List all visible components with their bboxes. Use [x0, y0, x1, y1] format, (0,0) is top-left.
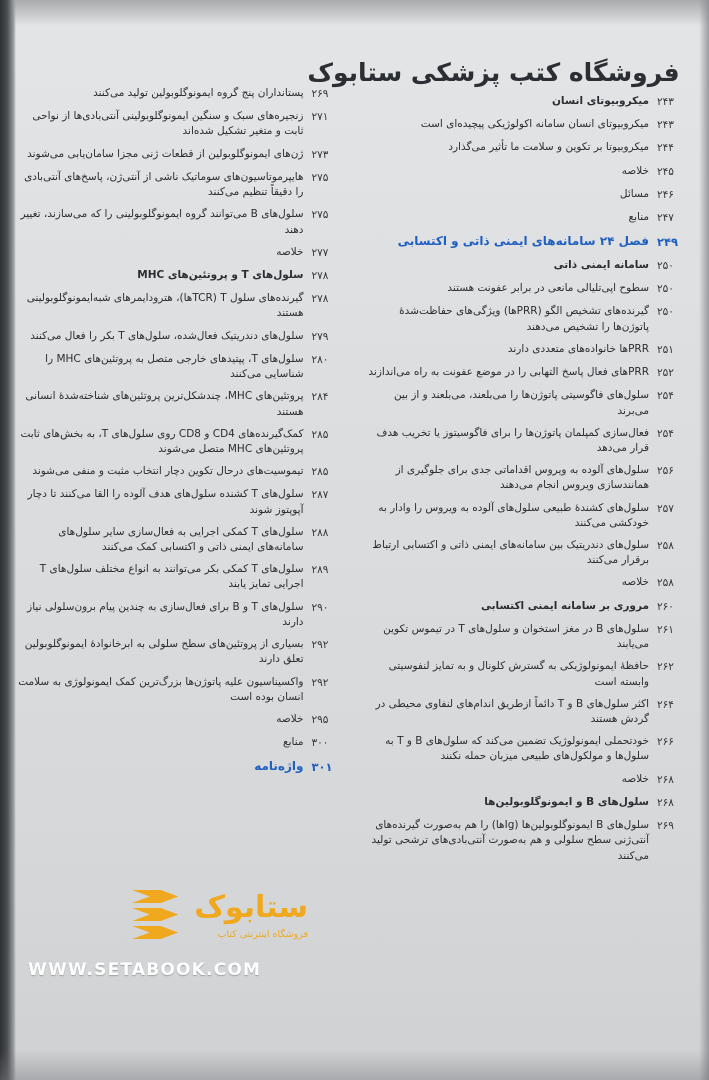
toc-entry-label: سلول‌های T کمکی بکر می‌توانند به انواع مختلف سلول‌های T اجرایی تمایز یابند [39, 563, 304, 591]
toc-page-number: ۲۶۱ [657, 623, 674, 636]
toc-entry[interactable] [18, 758, 350, 776]
toc-page-number: ۲۹۵ [311, 714, 329, 726]
toc-entry-label: خلاصه [621, 164, 649, 177]
toc-entry[interactable] [364, 258, 696, 274]
toc-page-number: ۲۶۴ [657, 698, 674, 711]
toc-entry[interactable] [364, 140, 696, 156]
toc-page-number: ۲۴۳ [657, 119, 674, 132]
toc-entry[interactable] [364, 117, 696, 133]
toc-entry[interactable] [18, 637, 350, 667]
toc-column-left [18, 86, 350, 1010]
toc-entry[interactable] [18, 170, 350, 200]
toc-page-number: ۲۵۷ [657, 502, 674, 515]
toc-page-number: ۳۰۰ [311, 737, 329, 750]
toc-page-number: ۲۶۰ [657, 600, 674, 613]
toc-entry-label: واژه‌نامه [254, 759, 304, 774]
toc-entry-label: خلاصه [276, 245, 304, 258]
toc-entry[interactable] [18, 245, 350, 261]
toc-entry[interactable] [364, 622, 696, 652]
toc-page-number: ۲۸۷ [311, 489, 329, 502]
toc-entry[interactable] [364, 94, 696, 110]
toc-entry[interactable] [364, 281, 696, 297]
toc-entry[interactable] [364, 164, 696, 180]
toc-entry[interactable] [364, 233, 696, 251]
page-top-shadow [0, 0, 709, 26]
toc-page-number: ۲۷۵ [311, 171, 329, 184]
toc-entry[interactable] [18, 109, 350, 139]
toc-entry-label: سلول‌های دندریتیک فعال‌شده، سلول‌های T بکر را فعال می‌کنند [30, 329, 304, 342]
toc-entry-label: مروری بر سامانه ایمنی اکتسابی [480, 599, 649, 612]
toc-page-number: ۲۴۳ [657, 96, 674, 108]
toc-entry-label: منابع [628, 211, 649, 224]
toc-page-number: ۲۵۸ [657, 540, 674, 553]
toc-page-number: ۲۶۸ [657, 796, 674, 809]
toc-entry-label: سلول‌های B و ایمونوگلوبولین‌ها [484, 795, 649, 808]
page-edge-shadow [699, 0, 709, 1080]
toc-entry-label: خودتحملی ایمونولوژیک تضمین می‌کند که سلول‌های B و T به سلول‌ها و مولکول‌های طبیعی میزبان حمله نکنند [385, 735, 649, 763]
toc-entry[interactable] [18, 389, 350, 419]
toc-entry[interactable] [18, 86, 350, 102]
toc-entry-label: پستانداران پنج گروه ایمونوگلوبولین تولید می‌کنند [93, 87, 304, 99]
toc-page-number: ۲۸۸ [311, 526, 329, 539]
book-gutter-shadow [0, 0, 16, 1080]
toc-entry-label: میکروبیوتای انسان سامانه اکولوژیکی پیچیده‌ای است [420, 118, 649, 131]
toc-page-number: ۲۹۲ [311, 676, 329, 689]
toc-page-number: ۲۷۳ [311, 148, 329, 161]
toc-entry[interactable] [18, 675, 350, 705]
toc-page-number: ۲۵۴ [657, 390, 674, 403]
toc-entry-label: سلول‌های B می‌توانند گروه ایمونوگلوبولینی را که می‌سازند، تغییر دهند [20, 208, 304, 236]
toc-page-number: ۲۴۶ [657, 188, 674, 201]
toc-page-number: ۲۴۷ [657, 212, 674, 225]
toc-entry-label: سلول‌های کشندهٔ طبیعی سلول‌های آلوده به ویروس را وادار به خودکشی می‌کنند [378, 501, 649, 529]
toc-entry[interactable] [364, 342, 696, 358]
toc-page-number: ۲۵۲ [657, 367, 674, 380]
toc-page-number: ۲۵۴ [657, 427, 674, 440]
toc-entry-label: فصل ۲۴ سامانه‌های ایمنی ذاتی و اکتسابی [397, 234, 649, 249]
logo-text [194, 889, 308, 940]
toc-entry-label: خلاصه [621, 772, 649, 785]
toc-page-number: ۲۴۵ [657, 165, 674, 178]
toc-entry-label: PRRها خانواده‌های متعددی دارند [507, 342, 649, 355]
toc-entry-label: سطوح اپی‌تلیالی مانعی در برابر عفونت هستند [447, 282, 649, 295]
toc-page-number: ۲۴۴ [657, 142, 674, 155]
toc-page-number: ۲۸۵ [311, 428, 329, 441]
toc-page-number: ۲۵۰ [657, 306, 674, 319]
toc-entry-label: تیموسیت‌های درحال تکوین دچار انتخاب مثبت و منفی می‌شوند [32, 465, 304, 478]
toc-entry-label: PRRهای فعال پاسخ التهابی را در موضع عفونت به راه می‌اندازند [368, 366, 649, 379]
toc-entry-label: سلول‌های T و B برای فعال‌سازی به چندین پیام برون‌سلولی نیاز دارند [27, 600, 304, 628]
watermark-url: WWW.SETABOOK.COM [28, 960, 262, 980]
toc-entry-label: کمک‌گیرنده‌های CD4 و CD8 روی سلول‌های T، به بخش‌های ثابت پروتئین‌های MHC متصل می‌شوند [20, 427, 304, 455]
toc-entry-label: سامانه ایمنی ذاتی [553, 258, 649, 271]
toc-entry[interactable] [18, 712, 350, 728]
toc-entry-label: واکسیناسیون علیه پاتوژن‌ها بزرگ‌ترین کمک ایمونولوژی به سلامت انسان بوده است [18, 675, 304, 703]
toc-entry[interactable] [18, 464, 350, 480]
logo-row [28, 888, 308, 944]
toc-entry[interactable] [18, 600, 350, 630]
toc-page-number: ۲۶۶ [657, 736, 674, 749]
toc-entry[interactable] [18, 487, 350, 517]
toc-entry-label: منابع [282, 736, 304, 749]
toc-entry[interactable] [364, 187, 696, 203]
toc-entry[interactable] [18, 207, 350, 237]
toc-page-number: ۳۰۱ [311, 760, 333, 775]
toc-page-number: ۲۷۱ [311, 111, 329, 124]
toc-entry-label: فعال‌سازی کمپلمان پاتوژن‌ها را برای فاگوسیتوز یا تخریب هدف قرار می‌دهد [376, 426, 649, 454]
toc-entry-label: پروتئین‌های MHC، چندشکل‌ترین پروتئین‌های شناخته‌شدهٔ انسانی هستند [25, 390, 304, 418]
toc-entry[interactable] [18, 329, 350, 345]
toc-entry-label: گیرنده‌های تشخیص الگو (PRRها) ویژگی‌های حفاظت‌شدهٔ پاتوژن‌ها را تشخیص می‌دهند [399, 305, 649, 333]
toc-entry[interactable] [18, 291, 350, 321]
toc-page-number: ۲۹۰ [311, 601, 329, 614]
toc-entry[interactable] [18, 735, 350, 751]
watermark-store-title: فروشگاه کتب پزشکی ستابوک [307, 58, 680, 87]
toc-page-number: ۲۷۵ [311, 209, 329, 222]
toc-entry[interactable] [364, 365, 696, 381]
toc-entry[interactable] [364, 659, 696, 689]
toc-entry[interactable] [364, 210, 696, 226]
toc-entry[interactable] [364, 463, 696, 493]
toc-entry[interactable] [18, 147, 350, 163]
toc-entry-label: سلول‌های T کمکی اجرایی به فعال‌سازی سایر سلول‌های سامانه‌های ایمنی ذاتی و اکتسابی کمک می‌کنند [58, 525, 304, 554]
toc-page-number: ۲۵۰ [657, 283, 674, 296]
toc-page-number: ۲۸۰ [311, 353, 329, 366]
logo-brand-word: ستابوک [194, 889, 308, 925]
toc-page-number: ۲۵۱ [657, 343, 674, 356]
toc-columns [18, 86, 695, 1010]
toc-page-number: ۲۵۶ [657, 465, 674, 478]
toc-entry[interactable] [364, 772, 696, 788]
toc-entry[interactable] [18, 268, 350, 284]
chevron-logo-icon [132, 888, 184, 944]
toc-page-number: ۲۵۸ [657, 577, 674, 590]
toc-page-number: ۲۷۸ [311, 293, 329, 306]
toc-page-number: ۲۸۴ [311, 391, 329, 404]
toc-entry-label: سلول‌های B ایمونوگلوبولین‌ها (Ig‌ها) را هم به‌صورت گیرنده‌های آنتی‌ژنی سطح سلولی و هم به‌صورت آنتی‌بادی‌های ترشحی تولید می‌کنند [371, 819, 649, 862]
toc-entry-label: سلول‌های T و پروتئین‌های MHC [137, 268, 304, 281]
toc-entry[interactable] [18, 562, 350, 592]
toc-entry[interactable] [364, 818, 696, 864]
toc-entry-label: بسیاری از پروتئین‌های سطح سلولی به ابرخانوادهٔ ایمونوگلوبولین تعلق دارند [24, 638, 304, 666]
toc-entry-label: سلول‌های T، پپتیدهای خارجی متصل به پروتئین‌های MHC را شناسایی می‌کنند [45, 352, 304, 381]
toc-page-number: ۲۷۷ [311, 246, 329, 259]
toc-entry[interactable] [18, 525, 350, 555]
toc-entry-label: سلول‌های دندریتیک بین سامانه‌های ایمنی ذاتی و اکتسابی ارتباط برقرار می‌کنند [372, 539, 649, 567]
toc-entry[interactable] [18, 427, 350, 457]
toc-page-number: ۲۷۸ [311, 269, 329, 282]
toc-entry-label: سلول‌های T کشنده سلول‌های هدف آلوده را القا می‌کنند تا دچار آپوپتوز شوند [27, 488, 304, 516]
toc-column-right [364, 86, 696, 1010]
toc-page-number: ۲۶۸ [657, 773, 674, 786]
toc-entry[interactable] [364, 501, 696, 531]
toc-page-number: ۲۵۰ [657, 259, 674, 272]
toc-entry-label: زنجیره‌های سبک و سنگین ایمونوگلوبولینی آنتی‌بادی‌ها از نواحی ثابت و متغیر تشکیل شده‌اند [32, 110, 304, 138]
toc-entry[interactable] [364, 538, 696, 568]
toc-entry-label: مسائل [619, 187, 649, 200]
toc-page-number: ۲۶۹ [657, 820, 674, 833]
toc-entry-label: میکروبیوتای انسان [551, 95, 649, 107]
toc-entry-label: میکروبیوتا بر تکوین و سلامت ما تأثیر می‌گذارد [448, 141, 649, 154]
toc-entry[interactable] [364, 599, 696, 615]
watermark-logo [28, 888, 308, 1008]
toc-entry-label: سلول‌های فاگوسیتی پاتوژن‌ها را می‌بلعند، می‌بلعند و از بین می‌برند [393, 389, 649, 417]
toc-entry-label: حافظهٔ ایمونولوژیکی به گسترش کلونال و به تمایز لنفوسیتی وابسته است [388, 660, 649, 688]
toc-page-number: ۲۸۹ [311, 564, 329, 577]
toc-entry[interactable] [364, 795, 696, 811]
toc-entry-label: خلاصه [276, 713, 304, 725]
toc-page-number: ۲۹۲ [311, 639, 329, 652]
toc-entry[interactable] [364, 734, 696, 764]
page-bottom-shadow [0, 1050, 709, 1080]
toc-page-number: ۲۶۹ [311, 88, 329, 100]
toc-entry-label: خلاصه [621, 576, 649, 589]
toc-page-number: ۲۴۹ [657, 235, 679, 250]
toc-entry[interactable] [364, 697, 696, 727]
toc-entry-label: سلول‌های آلوده به ویروس اقداماتی جدی برای جلوگیری از همانندسازی ویروس انجام می‌دهند [395, 464, 649, 492]
toc-entry-label: گیرنده‌های سلول T (TCRها)، هترودایمرهای شبه‌ایمونوگلوبولینی هستند [26, 292, 304, 320]
toc-entry-label: اکثر سلول‌های B و T دائماً از‌طریق اندام‌های لنفاوی محیطی در گردش هستند [375, 697, 649, 726]
toc-entry[interactable] [364, 304, 696, 334]
toc-entry[interactable] [364, 575, 696, 591]
toc-entry[interactable] [364, 426, 696, 456]
toc-page-number: ۲۶۲ [657, 661, 674, 674]
toc-entry[interactable] [364, 388, 696, 418]
toc-page-number: ۲۸۵ [311, 466, 329, 479]
toc-entry-label: سلول‌های B در مغز استخوان و سلول‌های T در تیموس تکوین می‌یابند [383, 622, 649, 651]
logo-brand-subtitle: فروشگاه اینترنتی کتاب [217, 928, 308, 940]
toc-page-number: ۲۷۹ [311, 330, 329, 343]
toc-entry-label: هایپرموتاسیون‌های سوماتیک ناشی از آنتی‌ژن، پاسخ‌های آنتی‌بادی را دقیقاً تنظیم می‌کنند [24, 170, 304, 199]
toc-entry[interactable] [18, 352, 350, 382]
toc-entry-label: ژن‌های ایمونوگلوبولین از قطعات ژنی مجزا سامان‌یابی می‌شوند [27, 147, 304, 160]
